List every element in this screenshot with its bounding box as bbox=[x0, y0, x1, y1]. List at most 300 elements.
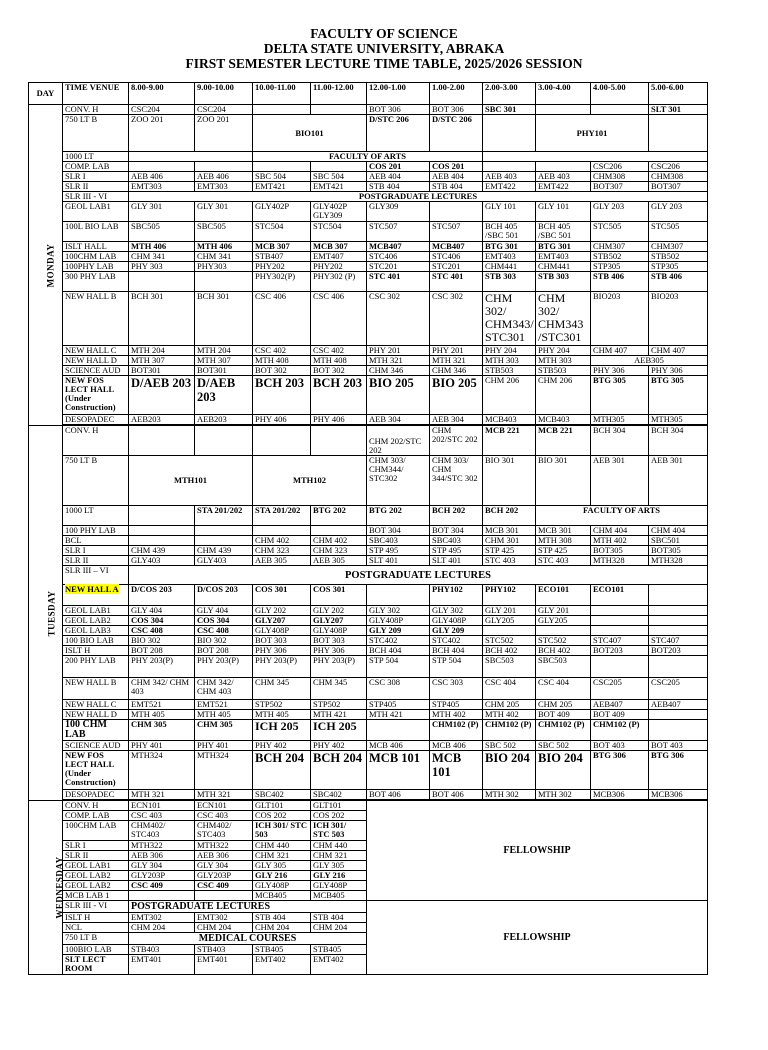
table-row bbox=[29, 222, 708, 242]
course-cell: MTH 307 bbox=[195, 356, 253, 366]
course-cell: BIO 301 bbox=[483, 456, 536, 506]
table-row bbox=[29, 262, 708, 272]
col-header-day: DAY bbox=[29, 83, 63, 105]
col-header-time: 12.00-1.00 bbox=[367, 83, 430, 105]
course-cell: MTH 405 bbox=[253, 710, 311, 720]
course-cell: MTH324 bbox=[195, 751, 253, 790]
venue-cell: NEW HALL C bbox=[63, 346, 129, 356]
table-row bbox=[29, 456, 708, 506]
course-cell bbox=[649, 616, 708, 626]
venue-cell: 100CHM LAB bbox=[63, 821, 129, 841]
course-cell: EMT403 bbox=[483, 252, 536, 262]
course-cell bbox=[311, 526, 367, 536]
table-row bbox=[29, 202, 708, 222]
table-row bbox=[29, 801, 708, 811]
course-cell: CHM102 (P) bbox=[483, 720, 536, 741]
course-cell: PHY 303 bbox=[129, 262, 195, 272]
venue-cell: SLR III – VI bbox=[63, 566, 129, 585]
course-cell: MTH 204 bbox=[195, 346, 253, 356]
course-cell: BCH 203 bbox=[311, 376, 367, 415]
course-cell: BTG 306 bbox=[591, 751, 649, 790]
course-cell bbox=[253, 526, 311, 536]
course-cell: GLY207 bbox=[253, 616, 311, 626]
course-cell: AEB407 bbox=[649, 700, 708, 710]
course-cell: GLY 404 bbox=[195, 606, 253, 616]
course-cell: PHY 402 bbox=[253, 741, 311, 751]
course-cell: COS 304 bbox=[195, 616, 253, 626]
course-cell: EMT303 bbox=[195, 182, 253, 192]
course-cell: GLY 202 bbox=[253, 606, 311, 616]
course-cell: CHM 407 bbox=[649, 346, 708, 356]
course-cell: CSC206 bbox=[649, 162, 708, 172]
venue-cell: GEOL LAB1 bbox=[63, 606, 129, 616]
course-cell: STB 404 bbox=[253, 913, 311, 923]
course-cell: BOT 406 bbox=[430, 790, 483, 800]
course-cell: MTH305 bbox=[591, 415, 649, 425]
course-cell: CSC 408 bbox=[129, 626, 195, 636]
course-cell: MTH 303 bbox=[483, 356, 536, 366]
course-cell: GLY 209 bbox=[367, 626, 430, 636]
venue-cell: GEOL LAB1 bbox=[63, 202, 129, 222]
course-cell: BCH 202 bbox=[483, 506, 536, 526]
table-row bbox=[29, 656, 708, 678]
course-cell bbox=[367, 720, 430, 741]
course-cell: STP 504 bbox=[367, 656, 430, 678]
table-row bbox=[29, 162, 708, 172]
course-cell: CHM 404 bbox=[591, 526, 649, 536]
course-cell: CSC 303 bbox=[430, 678, 483, 700]
course-cell: CHM102 (P) bbox=[591, 720, 649, 741]
course-cell: STC505 bbox=[649, 222, 708, 242]
course-cell bbox=[311, 162, 367, 172]
course-cell: PHY 203(P) bbox=[311, 656, 367, 678]
course-cell bbox=[129, 152, 253, 162]
course-cell: MTH305 bbox=[649, 415, 708, 425]
course-cell: CHM 204 bbox=[129, 923, 195, 933]
faculty-of-arts-cell: FACULTY OF ARTS bbox=[253, 152, 483, 162]
venue-cell: 100PHY LAB bbox=[63, 262, 129, 272]
document-header bbox=[0, 26, 768, 71]
course-cell: ECO101 bbox=[591, 585, 649, 606]
course-cell: PHY303 bbox=[195, 262, 253, 272]
venue-cell: SLR III - VI bbox=[63, 901, 129, 913]
course-cell: D/COS 203 bbox=[195, 585, 253, 606]
venue-cell: NCL bbox=[63, 923, 129, 933]
course-cell: CHM 206 bbox=[536, 376, 591, 415]
course-cell: SBC503 bbox=[536, 656, 591, 678]
course-cell: MTH 303 bbox=[536, 356, 591, 366]
course-cell: MTH 321 bbox=[430, 356, 483, 366]
course-cell: STC402 bbox=[367, 636, 430, 646]
course-cell bbox=[195, 426, 253, 456]
course-cell: GLY 201 bbox=[536, 606, 591, 616]
table-row bbox=[29, 678, 708, 700]
venue-cell: SLR I bbox=[63, 172, 129, 182]
course-cell: PHY302(P) bbox=[253, 272, 311, 292]
venue-cell: 1000 LT bbox=[63, 506, 129, 526]
course-cell: CHM 302/ CHM343 /STC301 bbox=[536, 292, 591, 346]
course-cell: COS 201 bbox=[367, 162, 430, 172]
course-cell: GLY 301 bbox=[195, 202, 253, 222]
course-cell: SBC 502 bbox=[483, 741, 536, 751]
course-cell: GLY402P bbox=[253, 202, 311, 222]
course-cell: BCH 404 bbox=[367, 646, 430, 656]
course-cell: STB405 bbox=[253, 945, 311, 955]
venue-cell: SLR II bbox=[63, 851, 129, 861]
course-cell bbox=[591, 616, 649, 626]
course-cell: CHM 402 bbox=[311, 536, 367, 546]
course-cell: BIO 204 bbox=[483, 751, 536, 790]
table-row bbox=[29, 636, 708, 646]
table-row bbox=[29, 272, 708, 292]
col-header-time: 9.00-10.00 bbox=[195, 83, 253, 105]
course-cell: PHY 204 bbox=[536, 346, 591, 356]
course-cell bbox=[536, 162, 591, 172]
course-cell: EMT302 bbox=[195, 913, 253, 923]
course-cell: BTG 306 bbox=[649, 751, 708, 790]
course-cell: CSC 406 bbox=[311, 292, 367, 346]
course-cell: ZOO 201 bbox=[195, 115, 253, 152]
university-title: DELTA STATE UNIVERSITY, ABRAKA bbox=[263, 41, 505, 56]
course-cell: CHM 202/STC 202 bbox=[367, 426, 430, 456]
course-cell: AEB407 bbox=[591, 700, 649, 710]
course-cell: STC407 bbox=[591, 636, 649, 646]
table-header-row bbox=[29, 83, 708, 105]
course-cell: STB 404 bbox=[430, 182, 483, 192]
course-cell: GLY 305 bbox=[253, 861, 311, 871]
table-row bbox=[29, 152, 708, 162]
postgraduate-lectures-cell: POSTGRADUATE LECTURES bbox=[129, 566, 708, 585]
course-cell bbox=[483, 162, 536, 172]
course-cell: CHM 321 bbox=[311, 851, 367, 861]
course-cell: MTH324 bbox=[129, 751, 195, 790]
course-cell: STC504 bbox=[253, 222, 311, 242]
course-cell: MTH 406 bbox=[129, 242, 195, 252]
course-cell: PHY302 (P) bbox=[311, 272, 367, 292]
course-cell bbox=[253, 162, 311, 172]
course-cell: BOT305 bbox=[591, 546, 649, 556]
course-cell: SBC501 bbox=[649, 536, 708, 546]
course-cell: MCB 221 bbox=[483, 426, 536, 456]
venue-cell: NEW FOS LECT HALL (Under Construction) bbox=[63, 376, 129, 415]
course-cell: GLY408P bbox=[311, 626, 367, 636]
course-cell: EMT403 bbox=[536, 252, 591, 262]
venue-cell: 100L BIO LAB bbox=[63, 222, 129, 242]
venue-cell: GEOL LAB2 bbox=[63, 871, 129, 881]
course-cell: COS 301 bbox=[311, 585, 367, 606]
course-cell: EMT422 bbox=[536, 182, 591, 192]
course-cell: CHM 440 bbox=[253, 841, 311, 851]
course-cell: MCB 221 bbox=[536, 426, 591, 456]
course-cell: CHM307 bbox=[649, 242, 708, 252]
venue-cell: NEW FOS LECT HALL (Under Construction) bbox=[63, 751, 129, 790]
course-cell bbox=[195, 272, 253, 292]
course-cell: D/STC 206 bbox=[430, 115, 483, 152]
course-cell: BOT 302 bbox=[253, 366, 311, 376]
course-cell: BCH 402 bbox=[536, 646, 591, 656]
course-cell: AEB 301 bbox=[649, 456, 708, 506]
course-cell: STB503 bbox=[536, 366, 591, 376]
course-cell: CHM 439 bbox=[195, 546, 253, 556]
course-cell: BOT307 bbox=[649, 182, 708, 192]
course-cell: CSC205 bbox=[649, 678, 708, 700]
course-cell bbox=[430, 202, 483, 222]
course-cell: COS 202 bbox=[253, 811, 311, 821]
course-cell: PHY 406 bbox=[253, 415, 311, 425]
course-cell: BOT 403 bbox=[591, 741, 649, 751]
table-row bbox=[29, 700, 708, 710]
venue-cell: NEW HALL B bbox=[63, 292, 129, 346]
course-cell: COS 201 bbox=[430, 162, 483, 172]
venue-cell: DESOPADEC bbox=[63, 415, 129, 425]
course-cell: CHM102 (P) bbox=[430, 720, 483, 741]
course-cell: CSC 302 bbox=[367, 292, 430, 346]
course-cell: STP405 bbox=[367, 700, 430, 710]
course-cell: BOT 403 bbox=[649, 741, 708, 751]
venue-cell: MCB LAB 1 bbox=[63, 891, 129, 901]
course-cell: CHM 205 bbox=[536, 700, 591, 710]
course-cell bbox=[129, 426, 195, 456]
course-cell: CHM 302/ CHM343/ STC301 bbox=[483, 292, 536, 346]
venue-cell: 300 PHY LAB bbox=[63, 272, 129, 292]
course-cell: GLT101 bbox=[253, 801, 311, 811]
course-cell: MTH322 bbox=[129, 841, 195, 851]
course-cell: CSC204 bbox=[195, 105, 253, 115]
course-cell: GLY408P bbox=[367, 616, 430, 626]
course-cell: MTH 321 bbox=[195, 790, 253, 800]
course-cell: BCH 202 bbox=[430, 506, 483, 526]
course-cell: BOT 208 bbox=[129, 646, 195, 656]
course-cell bbox=[367, 585, 430, 606]
course-cell: D/AEB 203 bbox=[195, 376, 253, 415]
course-cell: CSC 404 bbox=[536, 678, 591, 700]
course-cell: BCH 402 bbox=[483, 646, 536, 656]
course-cell: SLT 301 bbox=[649, 105, 708, 115]
course-cell: GLY 404 bbox=[129, 606, 195, 616]
table-row bbox=[29, 356, 708, 366]
course-cell: D/STC 206 bbox=[367, 115, 430, 152]
course-cell bbox=[483, 152, 708, 162]
course-cell: MTH 402 bbox=[483, 710, 536, 720]
course-cell bbox=[311, 105, 367, 115]
table-row bbox=[29, 790, 708, 800]
course-cell: BIO 204 bbox=[536, 751, 591, 790]
course-cell: STA 201/202 bbox=[253, 506, 311, 526]
course-cell bbox=[649, 720, 708, 741]
course-cell: AEB203 bbox=[129, 415, 195, 425]
table-row bbox=[29, 606, 708, 616]
venue-cell: 750 LT B bbox=[63, 933, 129, 945]
course-cell: STB 404 bbox=[311, 913, 367, 923]
timetable bbox=[28, 82, 708, 975]
col-header-venue: TIME VENUE bbox=[63, 83, 129, 105]
course-cell: GLY408P bbox=[430, 616, 483, 626]
course-cell bbox=[195, 891, 253, 901]
course-cell: GLY205 bbox=[483, 616, 536, 626]
venue-cell: 1000 LT bbox=[63, 152, 129, 162]
course-cell: CHM 305 bbox=[195, 720, 253, 741]
course-cell: GLY 101 bbox=[483, 202, 536, 222]
course-cell: CHM 346 bbox=[430, 366, 483, 376]
venue-cell: 100 PHY LAB bbox=[63, 526, 129, 536]
course-cell: SBC 504 bbox=[253, 172, 311, 182]
venue-cell: NEW HALL D bbox=[63, 710, 129, 720]
course-cell: CSC 403 bbox=[195, 811, 253, 821]
col-header-time: 11.00-12.00 bbox=[311, 83, 367, 105]
course-cell: CHM402/ STC403 bbox=[129, 821, 195, 841]
course-cell: PHY 203(P) bbox=[253, 656, 311, 678]
course-cell: STP305 bbox=[591, 262, 649, 272]
venue-cell: ISLT H bbox=[63, 646, 129, 656]
course-cell: MTH 421 bbox=[367, 710, 430, 720]
day-wednesday: WEDNESDAY bbox=[29, 801, 63, 975]
course-cell: CSC206 bbox=[591, 162, 649, 172]
day-monday: MONDAY bbox=[29, 105, 63, 426]
course-cell: BCH 204 bbox=[311, 751, 367, 790]
venue-cell: 100CHM LAB bbox=[63, 252, 129, 262]
course-cell: BTG 301 bbox=[483, 242, 536, 252]
course-cell bbox=[253, 426, 311, 456]
table-row bbox=[29, 556, 708, 566]
course-cell: CHM102 (P) bbox=[536, 720, 591, 741]
course-cell: PHY 401 bbox=[129, 741, 195, 751]
venue-cell: CONV. H bbox=[63, 105, 129, 115]
course-cell bbox=[129, 536, 195, 546]
venue-cell: NEW HALL C bbox=[63, 700, 129, 710]
course-cell: PHY 306 bbox=[591, 366, 649, 376]
course-cell: SLT 401 bbox=[367, 556, 430, 566]
table-row bbox=[29, 115, 708, 152]
course-cell: GLY309 bbox=[367, 202, 430, 222]
course-cell: ECN101 bbox=[129, 801, 195, 811]
course-cell: SBC402 bbox=[253, 790, 311, 800]
course-cell bbox=[591, 606, 649, 616]
course-cell: EMT521 bbox=[195, 700, 253, 710]
course-cell: STC406 bbox=[430, 252, 483, 262]
course-cell: D/COS 203 bbox=[129, 585, 195, 606]
course-cell: SBC 502 bbox=[536, 741, 591, 751]
col-header-time: 4.00-5.00 bbox=[591, 83, 649, 105]
course-cell: CHM 323 bbox=[311, 546, 367, 556]
course-cell: GLY 302 bbox=[367, 606, 430, 616]
course-cell: MTH 405 bbox=[195, 710, 253, 720]
course-cell: GLY 203 bbox=[591, 202, 649, 222]
course-cell: STP405 bbox=[430, 700, 483, 710]
venue-cell: NEW HALL B bbox=[63, 678, 129, 700]
course-cell: STB403 bbox=[129, 945, 195, 955]
course-cell: CSC204 bbox=[129, 105, 195, 115]
course-cell: MCB 101 bbox=[430, 751, 483, 790]
course-cell: STC406 bbox=[367, 252, 430, 262]
course-cell: ECO101 bbox=[536, 585, 591, 606]
venue-cell: SLR III - VI bbox=[63, 192, 129, 202]
course-cell: AEB 305 bbox=[311, 556, 367, 566]
course-cell: EMT401 bbox=[195, 955, 253, 975]
course-cell: STC502 bbox=[483, 636, 536, 646]
course-cell: MCB405 bbox=[311, 891, 367, 901]
table-row bbox=[29, 192, 708, 202]
course-cell bbox=[649, 710, 708, 720]
course-cell: BOT 304 bbox=[367, 526, 430, 536]
course-cell: STB503 bbox=[483, 366, 536, 376]
course-cell: BCH 301 bbox=[129, 292, 195, 346]
course-cell: GLY408P bbox=[253, 626, 311, 636]
venue-cell: GEOL LAB2 bbox=[63, 616, 129, 626]
course-cell: CHM 342/ CHM 403 bbox=[129, 678, 195, 700]
course-cell: BOT 303 bbox=[253, 636, 311, 646]
course-cell: GLY 305 bbox=[311, 861, 367, 871]
course-cell: PHY 402 bbox=[311, 741, 367, 751]
course-cell: STB 303 bbox=[536, 272, 591, 292]
course-cell: SLT 401 bbox=[430, 556, 483, 566]
course-cell: STP502 bbox=[311, 700, 367, 710]
course-cell: MTH 302 bbox=[483, 790, 536, 800]
course-cell bbox=[591, 105, 649, 115]
course-cell: MCB 307 bbox=[253, 242, 311, 252]
course-cell: D/AEB 203 bbox=[129, 376, 195, 415]
table-row bbox=[29, 546, 708, 556]
course-cell: PHY 306 bbox=[649, 366, 708, 376]
course-cell: MTH 302 bbox=[536, 790, 591, 800]
course-cell: PHY 201 bbox=[430, 346, 483, 356]
course-cell: ICH 301/ STC 503 bbox=[311, 821, 367, 841]
course-cell: STB502 bbox=[649, 252, 708, 262]
course-cell: BIO 205 bbox=[367, 376, 430, 415]
course-cell: STP305 bbox=[649, 262, 708, 272]
course-cell: CHM 341 bbox=[195, 252, 253, 262]
course-cell: MTH 405 bbox=[129, 710, 195, 720]
course-cell: CSC 406 bbox=[253, 292, 311, 346]
course-cell: CHM307 bbox=[591, 242, 649, 252]
course-cell: MTH 406 bbox=[195, 242, 253, 252]
table-row bbox=[29, 585, 708, 606]
course-cell: AEB 304 bbox=[367, 415, 430, 425]
course-cell: BCH 204 bbox=[253, 751, 311, 790]
course-cell: BOT203 bbox=[649, 646, 708, 656]
course-cell: SBC 301 bbox=[483, 105, 536, 115]
table-row bbox=[29, 901, 708, 913]
course-cell: CHM 345 bbox=[311, 678, 367, 700]
fellowship-cell: FELLOWSHIP bbox=[367, 901, 708, 975]
course-cell: MCB407 bbox=[430, 242, 483, 252]
table-row bbox=[29, 415, 708, 425]
table-row bbox=[29, 536, 708, 546]
course-cell: SBC503 bbox=[483, 656, 536, 678]
course-cell: BOT 208 bbox=[195, 646, 253, 656]
course-cell: BIO203 bbox=[591, 292, 649, 346]
venue-cell: 100 CHM LAB bbox=[63, 720, 129, 741]
course-cell: GLY 201 bbox=[483, 606, 536, 616]
faculty-of-arts-cell: FACULTY OF ARTS bbox=[536, 506, 708, 526]
table-row bbox=[29, 566, 708, 585]
course-cell: MTH101 bbox=[129, 456, 253, 506]
course-cell: AEB305 bbox=[591, 356, 708, 366]
course-cell: EMT422 bbox=[483, 182, 536, 192]
course-cell bbox=[129, 272, 195, 292]
course-cell: MCB405 bbox=[253, 891, 311, 901]
venue-cell: GEOL LAB1 bbox=[63, 861, 129, 871]
course-cell: CHM 321 bbox=[253, 851, 311, 861]
course-cell: STC507 bbox=[430, 222, 483, 242]
course-cell: BCH 301 bbox=[195, 292, 253, 346]
course-cell: STC 403 bbox=[536, 556, 591, 566]
venue-cell: COMP. LAB bbox=[63, 811, 129, 821]
venue-cell: SLR II bbox=[63, 182, 129, 192]
course-cell: COS 202 bbox=[311, 811, 367, 821]
course-cell: CHM 204 bbox=[311, 923, 367, 933]
course-cell: BOT 306 bbox=[367, 105, 430, 115]
course-cell: EMT521 bbox=[129, 700, 195, 710]
